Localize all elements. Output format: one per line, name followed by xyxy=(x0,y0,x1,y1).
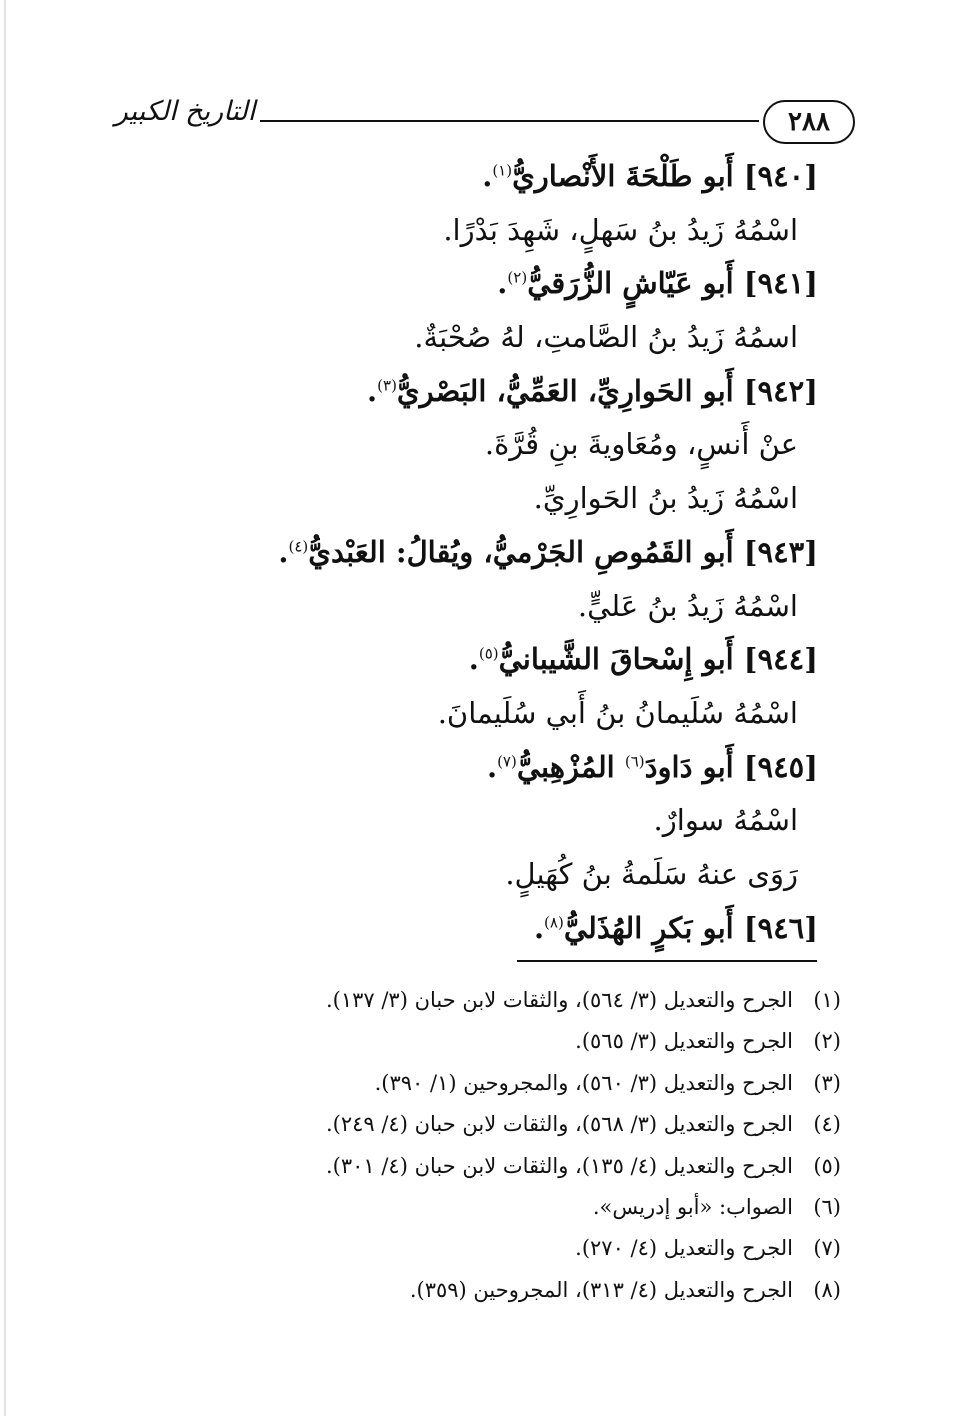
book-title: التاريخ الكبير xyxy=(114,96,256,127)
entry-text: عنْ أَنسٍ، ومُعَاويةَ بنِ قُرَّةَ. xyxy=(484,427,798,462)
entry-text: اسْمُهُ زَيدُ بنُ سَهلٍ، شَهِدَ بَدْرًا. xyxy=(443,212,798,247)
footnote-number: (٧) xyxy=(813,1236,841,1261)
entry-heading: [٩٤٥] أَبو دَاودَ$^{(٦)}$ المُزْهِبيُّ$^{(٧)}$. xyxy=(486,749,818,784)
footnote-marker: (٤) xyxy=(288,537,309,556)
footnote-item xyxy=(281,1063,841,1104)
footnote-separator xyxy=(517,960,817,962)
footnote-text: الجرح والتعديل (٤/ ٢٧٠). xyxy=(575,1236,793,1261)
footnote-item xyxy=(281,1021,841,1062)
footnotes xyxy=(281,980,841,1311)
footnote-text: الجرح والتعديل (٣/ ٥٦٨)، والثقات لابن حبان (٤/ ٢٤٩). xyxy=(325,1112,793,1137)
footnote-item xyxy=(281,1228,841,1269)
footnote-marker: (٨) xyxy=(544,912,564,931)
footnote-number: (٥) xyxy=(813,1153,841,1178)
entry-text: اسْمُهُ سُلَيمانُ بنُ أَبي سُلَيمانَ. xyxy=(437,695,798,730)
footnote-item xyxy=(281,1187,841,1228)
footnote-number: (٦) xyxy=(813,1194,841,1219)
footnote-number: (١) xyxy=(813,988,841,1012)
entry-heading: [٩٤٠] أَبو طَلْحَةَ الأَنْصاريُّ$^{(١)}$. xyxy=(482,159,818,193)
footnote-text: الجرح والتعديل (٣/ ٥٦٠)، والمجروحين (١/ ٣٩٠). xyxy=(374,1070,793,1095)
page-header xyxy=(110,82,855,142)
main-text xyxy=(178,150,818,955)
footnote-text: الجرح والتعديل (٤/ ٣١٣)، المجروحين (٣٥٩). xyxy=(409,1277,793,1302)
footnote-text: الصواب: «أبو إدريس». xyxy=(592,1194,793,1219)
footnote-number: (٢) xyxy=(813,1029,841,1054)
entry-text: اسمُهُ زَيدُ بنُ الصَّامتِ، لهُ صُحْبَةٌ. xyxy=(414,320,798,355)
footnote-marker: (١) xyxy=(492,161,513,180)
footnote-item xyxy=(281,1104,841,1145)
footnote-text: الجرح والتعديل (٤/ ١٣٥)، والثقات لابن حبان (٤/ ٣٠١). xyxy=(325,1153,793,1178)
footnote-text: الجرح والتعديل (٣/ ٥٦٥). xyxy=(575,1029,793,1054)
entry-heading: [٩٤١] أَبو عَيّاشٍ الزُّرَقيُّ$^{(٢)}$. xyxy=(497,266,818,301)
footnote-number: (٤) xyxy=(813,1112,841,1137)
entry-text: اسْمُهُ زَيدُ بنُ عَليٍّ. xyxy=(577,588,798,623)
entry-heading: [٩٤٦] أَبو بَكرٍ الهُذَليُّ$^{(٨)}$. xyxy=(533,910,818,945)
footnote-item xyxy=(281,980,841,1021)
page-edge xyxy=(4,0,6,1416)
footnote-text: الجرح والتعديل (٣/ ٥٦٤)، والثقات لابن حبان (٣/ ١٣٧). xyxy=(325,988,793,1012)
footnote-marker: (٥) xyxy=(478,644,499,663)
entry-text: اسْمُهُ سوارٌ. xyxy=(653,803,798,838)
entry-heading: [٩٤٤] أَبو إِسْحاقَ الشَّيبانيُّ$^{(٥)}$. xyxy=(468,642,818,677)
footnote-marker: (٣) xyxy=(377,376,397,395)
footnote-marker: (٢) xyxy=(507,268,528,287)
footnote-marker: (٧) xyxy=(497,751,517,770)
footnote-marker: (٦) xyxy=(624,751,645,770)
footnote-item xyxy=(281,1146,841,1187)
footnote-number: (٣) xyxy=(813,1070,841,1095)
header-rule xyxy=(260,120,759,122)
page-number: ٢٨٨ xyxy=(763,100,855,144)
footnote-item xyxy=(281,1270,841,1311)
entry-text: رَوَى عنهُ سَلَمةُ بنُ كُهَيلٍ. xyxy=(505,856,798,891)
footnote-number: (٨) xyxy=(813,1277,841,1302)
entry-text: اسْمُهُ زَيدُ بنُ الحَوارِيِّ. xyxy=(533,481,798,516)
entry-heading: [٩٤٢] أَبو الحَوارِيِّ، العَمِّيُّ، البَصْريُّ$^{(٣)}$. xyxy=(367,373,818,408)
entry-heading: [٩٤٣] أَبو القَمُوصِ الجَرْميُّ، ويُقالُ: العَبْديُّ$^{(٤)}$. xyxy=(278,534,818,569)
